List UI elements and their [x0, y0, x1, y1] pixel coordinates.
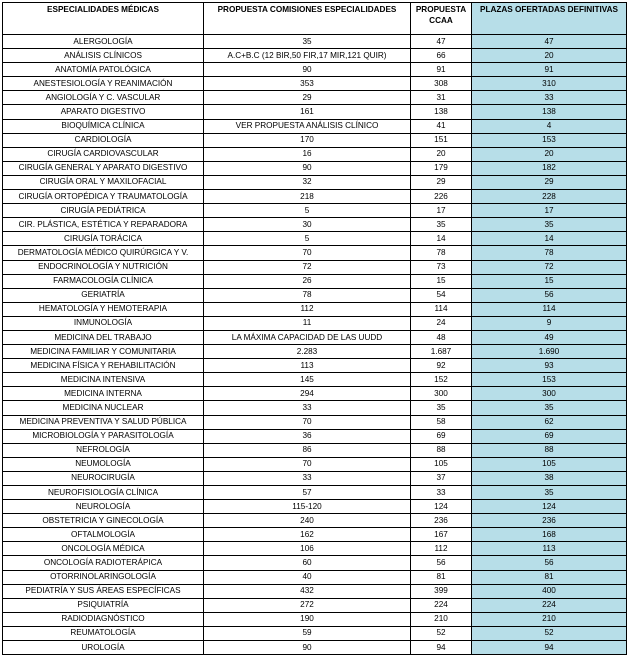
ccaa-proposal-cell: 94 — [411, 641, 472, 655]
ccaa-proposal-cell: 224 — [411, 598, 472, 612]
ccaa-proposal-cell: 112 — [411, 542, 472, 556]
final-places-cell: 49 — [472, 330, 627, 344]
final-places-cell: 20 — [472, 147, 627, 161]
specialty-cell: CIRUGÍA TORÁCICA — [3, 232, 204, 246]
table-row — [3, 119, 627, 133]
specialty-cell: MEDICINA NUCLEAR — [3, 401, 204, 415]
ccaa-proposal-cell: 20 — [411, 147, 472, 161]
specialty-cell: GERIATRÍA — [3, 288, 204, 302]
specialty-cell: OFTALMOLOGÍA — [3, 528, 204, 542]
specialty-cell: CIRUGÍA PEDIÁTRICA — [3, 204, 204, 218]
table-row — [3, 161, 627, 175]
committee-proposal-cell: A.C+B.C (12 BIR,50 FIR,17 MIR,121 QUIR) — [204, 49, 411, 63]
final-places-cell: 91 — [472, 63, 627, 77]
committee-proposal-cell: 26 — [204, 274, 411, 288]
ccaa-proposal-cell: 138 — [411, 105, 472, 119]
table-row — [3, 486, 627, 500]
committee-proposal-cell: 72 — [204, 260, 411, 274]
header-row — [3, 3, 627, 35]
ccaa-proposal-cell: 88 — [411, 443, 472, 457]
table-row — [3, 260, 627, 274]
table-row — [3, 612, 627, 626]
specialty-cell: UROLOGÍA — [3, 641, 204, 655]
final-places-cell: 153 — [472, 133, 627, 147]
specialty-cell: MICROBIOLOGÍA Y PARASITOLOGÍA — [3, 429, 204, 443]
committee-proposal-cell: 11 — [204, 316, 411, 330]
committee-proposal-cell: 32 — [204, 175, 411, 189]
ccaa-proposal-cell: 210 — [411, 612, 472, 626]
ccaa-proposal-cell: 73 — [411, 260, 472, 274]
committee-proposal-cell: 115-120 — [204, 500, 411, 514]
committee-proposal-cell: 112 — [204, 302, 411, 316]
final-places-cell: 114 — [472, 302, 627, 316]
ccaa-proposal-cell: 81 — [411, 570, 472, 584]
specialty-cell: BIOQUÍMICA CLÍNICA — [3, 119, 204, 133]
specialty-cell: ONCOLOGÍA MÉDICA — [3, 542, 204, 556]
specialty-cell: ONCOLOGÍA RADIOTERÁPICA — [3, 556, 204, 570]
ccaa-proposal-cell: 69 — [411, 429, 472, 443]
table-row — [3, 133, 627, 147]
specialty-cell: CIR. PLÁSTICA, ESTÉTICA Y REPARADORA — [3, 218, 204, 232]
table-row — [3, 288, 627, 302]
specialty-cell: ANESTESIOLOGÍA Y REANIMACIÓN — [3, 77, 204, 91]
committee-proposal-cell: 57 — [204, 486, 411, 500]
committee-proposal-cell: 16 — [204, 147, 411, 161]
specialty-cell: OTORRINOLARINGOLOGÍA — [3, 570, 204, 584]
committee-proposal-cell: 70 — [204, 415, 411, 429]
specialty-cell: NEFROLOGÍA — [3, 443, 204, 457]
committee-proposal-cell: 218 — [204, 190, 411, 204]
specialty-cell: ANATOMÍA PATOLÓGICA — [3, 63, 204, 77]
table-row — [3, 528, 627, 542]
final-places-cell: 15 — [472, 274, 627, 288]
table-row — [3, 415, 627, 429]
specialty-cell: ANÁLISIS CLÍNICOS — [3, 49, 204, 63]
table-row — [3, 387, 627, 401]
committee-proposal-cell: 170 — [204, 133, 411, 147]
ccaa-proposal-cell: 31 — [411, 91, 472, 105]
specialty-cell: DERMATOLOGÍA MÉDICO QUIRÚRGICA Y V. — [3, 246, 204, 260]
table-row — [3, 274, 627, 288]
table-row — [3, 359, 627, 373]
ccaa-proposal-cell: 1.687 — [411, 345, 472, 359]
table-row — [3, 457, 627, 471]
table-row — [3, 641, 627, 655]
committee-proposal-cell: 113 — [204, 359, 411, 373]
specialty-cell: OBSTETRICIA Y GINECOLOGÍA — [3, 514, 204, 528]
committee-proposal-cell: 162 — [204, 528, 411, 542]
committee-proposal-cell: 35 — [204, 35, 411, 49]
table-row — [3, 626, 627, 640]
ccaa-proposal-cell: 56 — [411, 556, 472, 570]
final-places-cell: 300 — [472, 387, 627, 401]
final-places-cell: 168 — [472, 528, 627, 542]
ccaa-proposal-cell: 54 — [411, 288, 472, 302]
final-places-cell: 153 — [472, 373, 627, 387]
table-row — [3, 175, 627, 189]
committee-proposal-cell: 29 — [204, 91, 411, 105]
table-row — [3, 302, 627, 316]
specialty-cell: MEDICINA INTENSIVA — [3, 373, 204, 387]
final-places-cell: 56 — [472, 288, 627, 302]
specialties-table — [2, 2, 627, 655]
final-places-cell: 78 — [472, 246, 627, 260]
final-places-cell: 9 — [472, 316, 627, 330]
table-row — [3, 401, 627, 415]
ccaa-proposal-cell: 179 — [411, 161, 472, 175]
specialty-cell: NEUMOLOGÍA — [3, 457, 204, 471]
table-row — [3, 556, 627, 570]
final-places-cell: 210 — [472, 612, 627, 626]
committee-proposal-cell: 106 — [204, 542, 411, 556]
final-places-cell: 35 — [472, 401, 627, 415]
header-committee-proposal: PROPUESTA COMISIONES ESPECIALIDADES — [204, 3, 411, 35]
final-places-cell: 69 — [472, 429, 627, 443]
committee-proposal-cell: 33 — [204, 401, 411, 415]
final-places-cell: 35 — [472, 218, 627, 232]
ccaa-proposal-cell: 52 — [411, 626, 472, 640]
specialty-cell: INMUNOLOGÍA — [3, 316, 204, 330]
final-places-cell: 310 — [472, 77, 627, 91]
ccaa-proposal-cell: 151 — [411, 133, 472, 147]
table-row — [3, 105, 627, 119]
table-row — [3, 514, 627, 528]
ccaa-proposal-cell: 152 — [411, 373, 472, 387]
table-row — [3, 570, 627, 584]
table-row — [3, 204, 627, 218]
table-row — [3, 91, 627, 105]
committee-proposal-cell: 90 — [204, 641, 411, 655]
specialty-cell: MEDICINA DEL TRABAJO — [3, 330, 204, 344]
ccaa-proposal-cell: 91 — [411, 63, 472, 77]
committee-proposal-cell: 90 — [204, 63, 411, 77]
final-places-cell: 20 — [472, 49, 627, 63]
committee-proposal-cell: 70 — [204, 246, 411, 260]
final-places-cell: 33 — [472, 91, 627, 105]
committee-proposal-cell: 190 — [204, 612, 411, 626]
specialty-cell: ANGIOLOGÍA Y C. VASCULAR — [3, 91, 204, 105]
ccaa-proposal-cell: 105 — [411, 457, 472, 471]
specialty-cell: PEDIATRÍA Y SUS ÁREAS ESPECÍFICAS — [3, 584, 204, 598]
committee-proposal-cell: 432 — [204, 584, 411, 598]
committee-proposal-cell: 145 — [204, 373, 411, 387]
final-places-cell: 94 — [472, 641, 627, 655]
ccaa-proposal-cell: 226 — [411, 190, 472, 204]
table-row — [3, 35, 627, 49]
specialty-cell: HEMATOLOGÍA Y HEMOTERAPIA — [3, 302, 204, 316]
specialty-cell: NEUROCIRUGÍA — [3, 471, 204, 485]
final-places-cell: 35 — [472, 486, 627, 500]
specialty-cell: REUMATOLOGÍA — [3, 626, 204, 640]
ccaa-proposal-cell: 124 — [411, 500, 472, 514]
final-places-cell: 62 — [472, 415, 627, 429]
specialty-cell: CARDIOLOGÍA — [3, 133, 204, 147]
final-places-cell: 93 — [472, 359, 627, 373]
committee-proposal-cell: 30 — [204, 218, 411, 232]
table-header — [3, 3, 627, 35]
specialty-cell: CIRUGÍA GENERAL Y APARATO DIGESTIVO — [3, 161, 204, 175]
final-places-cell: 124 — [472, 500, 627, 514]
specialty-cell: NEUROLOGÍA — [3, 500, 204, 514]
ccaa-proposal-cell: 114 — [411, 302, 472, 316]
table-row — [3, 232, 627, 246]
ccaa-proposal-cell: 92 — [411, 359, 472, 373]
table-row — [3, 246, 627, 260]
committee-proposal-cell: 5 — [204, 232, 411, 246]
ccaa-proposal-cell: 24 — [411, 316, 472, 330]
final-places-cell: 14 — [472, 232, 627, 246]
specialty-cell: MEDICINA PREVENTIVA Y SALUD PÚBLICA — [3, 415, 204, 429]
ccaa-proposal-cell: 29 — [411, 175, 472, 189]
ccaa-proposal-cell: 15 — [411, 274, 472, 288]
ccaa-proposal-cell: 35 — [411, 401, 472, 415]
committee-proposal-cell: 272 — [204, 598, 411, 612]
specialty-cell: CIRUGÍA ORTOPÉDICA Y TRAUMATOLOGÍA — [3, 190, 204, 204]
final-places-cell: 81 — [472, 570, 627, 584]
committee-proposal-cell: 86 — [204, 443, 411, 457]
final-places-cell: 17 — [472, 204, 627, 218]
table-row — [3, 500, 627, 514]
ccaa-proposal-cell: 167 — [411, 528, 472, 542]
table-row — [3, 471, 627, 485]
ccaa-proposal-cell: 58 — [411, 415, 472, 429]
ccaa-proposal-cell: 14 — [411, 232, 472, 246]
final-places-cell: 72 — [472, 260, 627, 274]
specialty-cell: ENDOCRINOLOGÍA Y NUTRICIÓN — [3, 260, 204, 274]
table-row — [3, 190, 627, 204]
specialty-cell: MEDICINA FÍSICA Y REHABILITACIÓN — [3, 359, 204, 373]
ccaa-proposal-cell: 236 — [411, 514, 472, 528]
header-final-places: PLAZAS OFERTADAS DEFINITIVAS — [472, 3, 627, 35]
committee-proposal-cell: 59 — [204, 626, 411, 640]
table-row — [3, 373, 627, 387]
ccaa-proposal-cell: 48 — [411, 330, 472, 344]
ccaa-proposal-cell: 66 — [411, 49, 472, 63]
final-places-cell: 38 — [472, 471, 627, 485]
table-row — [3, 443, 627, 457]
header-specialty: ESPECIALIDADES MÉDICAS — [3, 3, 204, 35]
specialty-cell: CIRUGÍA CARDIOVASCULAR — [3, 147, 204, 161]
ccaa-proposal-cell: 300 — [411, 387, 472, 401]
table-row — [3, 77, 627, 91]
ccaa-proposal-cell: 33 — [411, 486, 472, 500]
committee-proposal-cell: 78 — [204, 288, 411, 302]
specialty-cell: PSIQUIATRÍA — [3, 598, 204, 612]
table-row — [3, 49, 627, 63]
final-places-cell: 88 — [472, 443, 627, 457]
committee-proposal-cell: 353 — [204, 77, 411, 91]
final-places-cell: 56 — [472, 556, 627, 570]
committee-proposal-cell: 40 — [204, 570, 411, 584]
committee-proposal-cell: 2.283 — [204, 345, 411, 359]
table-row — [3, 316, 627, 330]
ccaa-proposal-cell: 399 — [411, 584, 472, 598]
final-places-cell: 47 — [472, 35, 627, 49]
ccaa-proposal-cell: 308 — [411, 77, 472, 91]
final-places-cell: 4 — [472, 119, 627, 133]
table-row — [3, 147, 627, 161]
final-places-cell: 29 — [472, 175, 627, 189]
table-row — [3, 330, 627, 344]
table-row — [3, 218, 627, 232]
committee-proposal-cell: VER PROPUESTA ANÁLISIS CLÍNICO — [204, 119, 411, 133]
ccaa-proposal-cell: 17 — [411, 204, 472, 218]
specialty-cell: MEDICINA INTERNA — [3, 387, 204, 401]
table-row — [3, 542, 627, 556]
committee-proposal-cell: 33 — [204, 471, 411, 485]
ccaa-proposal-cell: 78 — [411, 246, 472, 260]
table-row — [3, 345, 627, 359]
committee-proposal-cell: 5 — [204, 204, 411, 218]
table-body — [3, 35, 627, 655]
final-places-cell: 228 — [472, 190, 627, 204]
committee-proposal-cell: 161 — [204, 105, 411, 119]
final-places-cell: 1.690 — [472, 345, 627, 359]
committee-proposal-cell: 36 — [204, 429, 411, 443]
table-row — [3, 584, 627, 598]
table-row — [3, 598, 627, 612]
final-places-cell: 138 — [472, 105, 627, 119]
committee-proposal-cell: LA MÁXIMA CAPACIDAD DE LAS UUDD — [204, 330, 411, 344]
table-row — [3, 429, 627, 443]
specialty-cell: RADIODIAGNÓSTICO — [3, 612, 204, 626]
specialty-cell: MEDICINA FAMILIAR Y COMUNITARIA — [3, 345, 204, 359]
specialty-cell: NEUROFISIOLOGÍA CLÍNICA — [3, 486, 204, 500]
committee-proposal-cell: 70 — [204, 457, 411, 471]
ccaa-proposal-cell: 37 — [411, 471, 472, 485]
final-places-cell: 236 — [472, 514, 627, 528]
specialty-cell: APARATO DIGESTIVO — [3, 105, 204, 119]
committee-proposal-cell: 60 — [204, 556, 411, 570]
committee-proposal-cell: 240 — [204, 514, 411, 528]
specialty-cell: ALERGOLOGÍA — [3, 35, 204, 49]
ccaa-proposal-cell: 41 — [411, 119, 472, 133]
final-places-cell: 105 — [472, 457, 627, 471]
final-places-cell: 52 — [472, 626, 627, 640]
table-row — [3, 63, 627, 77]
final-places-cell: 224 — [472, 598, 627, 612]
committee-proposal-cell: 90 — [204, 161, 411, 175]
committee-proposal-cell: 294 — [204, 387, 411, 401]
final-places-cell: 113 — [472, 542, 627, 556]
header-ccaa-proposal: PROPUESTA CCAA — [411, 3, 472, 35]
final-places-cell: 400 — [472, 584, 627, 598]
specialty-cell: CIRUGÍA ORAL Y MAXILOFACIAL — [3, 175, 204, 189]
ccaa-proposal-cell: 47 — [411, 35, 472, 49]
final-places-cell: 182 — [472, 161, 627, 175]
ccaa-proposal-cell: 35 — [411, 218, 472, 232]
specialty-cell: FARMACOLOGÍA CLÍNICA — [3, 274, 204, 288]
